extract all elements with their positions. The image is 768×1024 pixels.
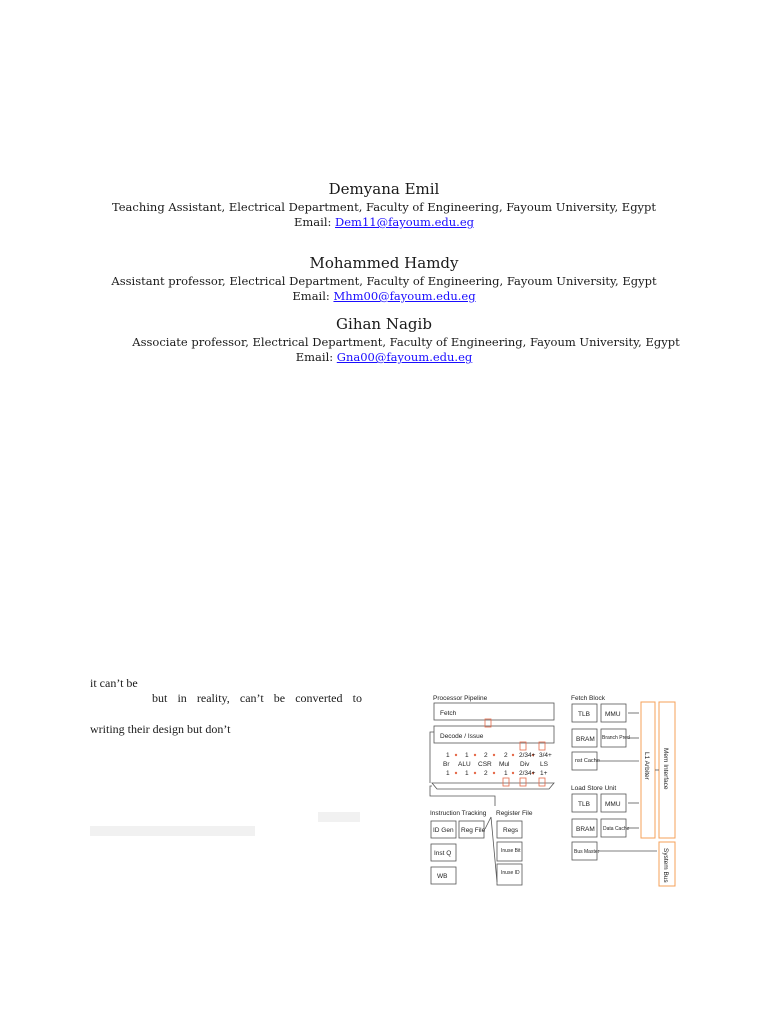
inuse-bit-label: Inuse Bit [501,848,521,854]
register-file-label: Register File [496,810,533,817]
latency-top: 2/34+ [519,752,536,759]
execute-bar [432,783,554,789]
email-link[interactable]: Mhm00@fayoum.edu.eg [333,289,476,303]
system-bus-label: System Bus [662,848,669,883]
author-affiliation: Teaching Assistant, Electrical Department, Faculty of Engineering, Fayoum University, Egypt [111,200,657,214]
latency-bottom: 1+ [540,770,548,777]
author-name: Gihan Nagib [336,315,432,333]
body-fragment-2 [152,691,362,706]
unit-label: CSR [478,761,492,768]
mmu-label: MMU [605,711,621,718]
latency-bottom: 1 [465,770,469,777]
mmu-label: MMU [605,801,621,808]
l1-arbiter-label: L1 Arbiter [643,752,650,780]
word: reality, [196,691,230,705]
latency-bottom: 1 [504,770,508,777]
word: converted [295,691,343,705]
author-1 [0,180,768,230]
latency-top: 2 [484,752,488,759]
body-fragment-3: writing their design but don’t [90,722,231,736]
reg-file-label: Reg File [461,827,486,834]
unit-label: ALU [458,761,471,768]
feedback-arrow [430,732,434,783]
author-email-line [0,289,768,304]
email-link[interactable]: Dem11@fayoum.edu.eg [335,215,474,229]
inst-q-label: Inst Q [434,850,452,857]
latency-top: 1 [465,752,469,759]
branch-pred-label: Branch Pred [602,735,630,741]
email-label: Email: [295,350,334,364]
latency-bottom: 1 [446,770,450,777]
tlb-label: TLB [578,711,590,718]
word: can’t [239,691,264,705]
author-affiliation: Associate professor, Electrical Department, Faculty of Engineering, Fayoum University, Egypt [132,335,680,349]
decode-issue-label: Decode / Issue [440,733,484,740]
tlb-label: TLB [578,801,590,808]
id-gen-label: ID Gen [433,827,454,834]
author-name: Mohammed Hamdy [309,254,459,272]
author-3 [0,315,768,365]
fetch-label: Fetch [440,710,457,717]
author-affiliation: Assistant professor, Electrical Department, Faculty of Engineering, Fayoum University, Egypt [111,274,657,288]
latency-top: 2 [504,752,508,759]
email-label: Email: [292,289,330,303]
data-cache-label: Data Cache [603,826,630,832]
email-link[interactable]: Gna00@fayoum.edu.eg [336,350,473,364]
word: be [273,691,286,705]
author-email-line [0,215,768,230]
bram-label: BRAM [576,826,595,833]
latency-bottom: 2 [484,770,488,777]
author-name: Demyana Emil [328,180,440,198]
wb-label: WB [437,873,448,880]
inst-cache-label: nst Cache [575,758,600,764]
word: but [152,691,168,705]
regs-label: Regs [503,827,519,834]
faded-text-smudge [318,812,360,822]
processor-pipeline-label: Processor Pipeline [433,695,488,702]
unit-label: LS [540,761,548,768]
fetch-block-label: Fetch Block [571,695,605,702]
word: in [177,691,187,705]
latency-top: 1 [446,752,450,759]
unit-label: Br [443,761,450,768]
body-fragment-1: it can’t be [90,676,138,690]
bram-label: BRAM [576,736,595,743]
author-2 [0,254,768,304]
latency-bottom: 2/34+ [519,770,536,777]
bus-master-label: Bus Master [574,849,600,855]
unit-label: Mul [499,761,510,768]
inuse-id-label: Inuse ID [501,870,520,876]
instruction-tracking-label: Instruction Tracking [430,810,487,817]
unit-label: Div [520,761,530,768]
author-email-line [0,350,768,365]
word: to [352,691,362,705]
processor-architecture-diagram [425,692,685,892]
faded-text-smudge [90,826,255,836]
email-label: Email: [293,215,332,229]
load-store-unit-label: Load Store Unit [571,785,617,792]
mem-interface-label: Mem Interface [662,748,669,790]
latency-top: 3/4+ [539,752,552,759]
register-link [485,817,497,882]
